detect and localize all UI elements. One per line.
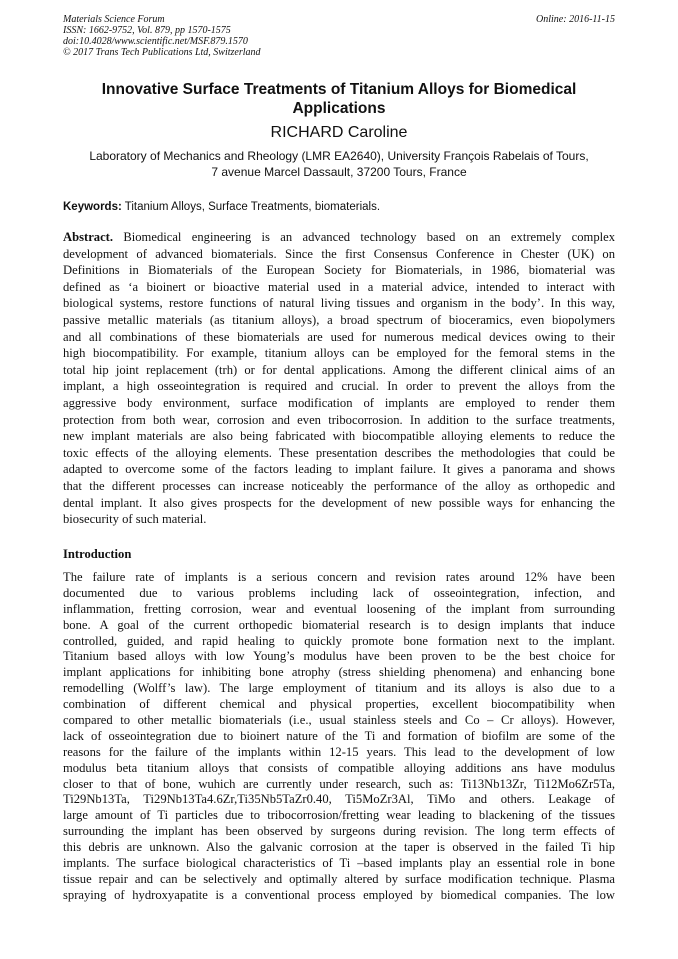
text-line: inflammation, fretting corrosion, wear and eventual loosening of the implant from surrounding xyxy=(63,601,615,616)
text-line: reasons for the failure of the implants within 12-15 years. This lead to the development of low xyxy=(63,744,615,759)
keywords-label: Keywords: xyxy=(63,201,122,213)
text-line: toxic effects of the alloying elements. These presentation describes the methodologies that could be xyxy=(63,445,615,460)
text-line: biosecurity of such material. xyxy=(63,512,207,527)
text-line: documented due to various problems including lack of osseointegration, infection, and xyxy=(63,585,615,600)
paper-title xyxy=(63,80,615,118)
text-line: Definitions in Biomaterials of the European Society for Biomaterials, in 1986, biomaterial was xyxy=(63,263,615,278)
text-line: remodelling (Wolff’s law). The large employment of titanium and its alloys is also due to a xyxy=(63,681,615,696)
abstract xyxy=(63,229,615,528)
text-line: surrounding the implant has been observed by surgeons during revision. The long term effects of xyxy=(63,824,615,839)
affiliation-line: 7 avenue Marcel Dassault, 37200 Tours, France xyxy=(211,164,467,179)
keywords xyxy=(63,201,380,213)
keywords-text: Titanium Alloys, Surface Treatments, biomaterials. xyxy=(121,201,381,213)
text-line: adapted to overcome some of the factors leading to implant failure. It gives a panorama and shows xyxy=(63,462,615,477)
text-line: The failure rate of implants is a serious concern and revision rates around 12% have been xyxy=(63,570,615,584)
text-line: combination of different chemical and physical properties, excellent biocompatibility when xyxy=(63,697,615,712)
text-line: bone. A goal of the current orthopedic biomaterial research is to design implants that induce xyxy=(63,617,615,632)
text-line: tissue repair and can be selectively and optimally altered by surface modification technique. Plasma xyxy=(63,871,615,886)
journal-name: Materials Science Forum xyxy=(63,14,165,25)
text-line: spraying of hydroxyapatite is a conventional process employed by biomedical companies. The low xyxy=(63,887,615,902)
text-line: implant, a high osseointegration is required and crucial. In order to prevent the alloys from the xyxy=(63,379,615,394)
text-line: implants. The surface biological characteristics of Ti –based implants play an essential role in bone xyxy=(63,856,615,871)
text-line: closer to that of bone, wuhich are currently under research, such as: Ti13Nb13Zr, Ti12Mo6Zr5Ta, xyxy=(63,776,615,791)
text-line: protection from both wear, corrosion and even tribocorrosion. In addition to the surface treatments, xyxy=(63,412,615,427)
text-line: that the different processes can increase noticeably the performance of the alloy as orthopedic and xyxy=(63,478,615,493)
publication-info xyxy=(63,14,261,58)
text-line: Ti29Nb13Ta, Ti29Nb13Ta4.6Zr,Ti35Nb5TaZr0.40, Ti5MoZr3Al, TiMo and others. Leakage of xyxy=(63,792,615,807)
author: RICHARD Caroline xyxy=(270,124,408,141)
text-line: lack of osseointegration due to bioinert nature of the Ti and formation of biofilm are some of the xyxy=(63,728,615,743)
abstract-label: Abstract. xyxy=(63,230,114,244)
doi: doi:10.4028/www.scientific.net/MSF.879.1570 xyxy=(63,36,248,47)
copyright: © 2017 Trans Tech Publications Ltd, Switzerland xyxy=(63,47,261,58)
text-line: total hip joint replacement (trh) or for dental applications. Among the different clinical aims of an xyxy=(63,362,615,377)
text-line: this debris are unknown. Also the galvanic corrosion at the taper is observed in the failed Ti hip xyxy=(63,840,615,855)
text-line: dental implant. It also gives prospects for the development of new possible ways for enhancing the xyxy=(63,495,615,510)
text-line: biological systems, restore functions of natural living tissues and organism in the body’. In this way, xyxy=(63,296,615,311)
abstract-text: Biomedical engineering is an advanced technology based on an extremely complex xyxy=(113,230,615,244)
title-line: Innovative Surface Treatments of Titanium Alloys for Biomedical xyxy=(101,81,577,98)
affiliation-line: Laboratory of Mechanics and Rheology (LMR EA2640), University François Rabelais of Tours, xyxy=(89,149,589,163)
text-line: defined as ‘a bioinert or bioactive material used in a material advice, intended to interact with xyxy=(63,279,615,294)
text-line: passive metallic materials (as titanium alloys), a broad spectrum of bioceramics, even biopolymers xyxy=(63,312,615,327)
introduction-body xyxy=(63,570,615,904)
introduction-heading: Introduction xyxy=(63,547,132,561)
title-line: Applications xyxy=(292,100,386,117)
text-line: high biocompatibility. For example, titanium alloys can be employed for the femoral stems in the xyxy=(63,346,615,361)
text-line: compared to other metallic biomaterials (i.e., usual stainless steels and Co – Cr alloys). However, xyxy=(63,713,615,728)
text-line: Titanium based alloys with low Young’s modulus have been proven to be the best choice for xyxy=(63,649,615,664)
issn: ISSN: 1662-9752, Vol. 879, pp 1570-1575 xyxy=(63,25,231,36)
text-line: and all combinations of these biomaterials are used for numerous medical devices owing to their xyxy=(63,329,615,344)
affiliation xyxy=(63,149,615,180)
text-line: controlled, guided, and rapid healing to quickly promote bone formation next to the implant. xyxy=(63,633,615,648)
online-date: Online: 2016-11-15 xyxy=(536,14,615,25)
text-line xyxy=(63,229,615,246)
text-line: large amount of Ti particles due to tribocorrosion/fretting wear leading to blackening of the tissues xyxy=(63,808,615,823)
text-line: aggressive body environment, surface modification of implants are employed to render them xyxy=(63,395,615,410)
text-line: new implant materials are also being fabricated with biocompatible alloying elements to reduce the xyxy=(63,429,615,444)
text-line: modulus beta titanium alloys that consists of compatible alloying additions ans have modulus xyxy=(63,760,615,775)
text-line: implant applications for inhibiting bone atrophy (stress shielding phenomena) and enhancing bone xyxy=(63,665,615,680)
text-line: development of advanced biomaterials. Since the first Consensus Conference in Chester (UK) on xyxy=(63,246,615,261)
